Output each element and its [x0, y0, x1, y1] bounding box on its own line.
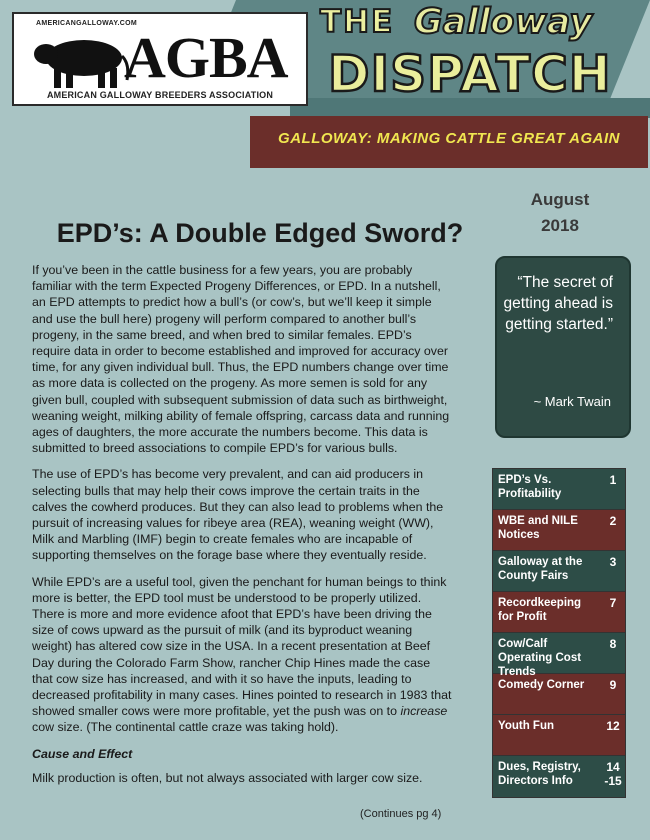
issue-year: 2018: [541, 216, 579, 235]
article-paragraph: If you’ve been in the cattle business for a few years, you are probably familiar with the term Expected Progeny Differences, or EPD. In a nutshell, an EPD attempts to predict how a bull’s (or cow’s, but we’ll keep it simple and use the bull here) progeny will perform compared to another bull’s progeny, in the same breed, and when bred to similar females. EPD’s require data in order to become established and improved for accuracy over time, for any given individual bull. Thus, the EPD numbers change over time as more data is collected on the progeny. As more semen is sold for any given bull, coupled with subsequent submission of data such as birthweight, weaning weight, milking ability of female offspring, carcass data and running ages of daughters, the more accurate the numbers become. This data is submitted to breed associations to compile EPD’s for various bulls.: [32, 263, 450, 456]
quote-author: ~ Mark Twain: [533, 394, 611, 409]
toc-row[interactable]: [493, 510, 625, 551]
toc-page-number: 2: [609, 514, 617, 528]
toc-row[interactable]: [493, 715, 625, 756]
toc-row[interactable]: [493, 592, 625, 633]
toc-page-number: 3: [609, 555, 617, 569]
toc-row[interactable]: [493, 469, 625, 510]
masthead-the: THE: [320, 4, 395, 40]
toc-page-number: 9: [609, 678, 617, 692]
agba-logo: [12, 12, 308, 106]
toc-label: Galloway at the County Fairs: [498, 556, 583, 582]
toc-page-number: 1: [609, 473, 617, 487]
article-emphasis: increase: [400, 704, 448, 719]
toc-row[interactable]: [493, 756, 625, 797]
article-paragraph: [32, 466, 452, 563]
toc-row[interactable]: [493, 674, 625, 715]
toc-row[interactable]: [493, 633, 625, 678]
masthead-dispatch: DISPATCH: [328, 45, 612, 103]
article-paragraph-text: While EPD’s are a useful tool, given the penchant for human beings to think more is better, the EPD tool must be understood to be properly utilized. There is more and more evidence afoot that EPD’s have been driving the size of cows upward as the pursuit of milk (and its byproduct weaning weight) has altered cow size in the USA. In a recent presentation at Beef Day during the Colorado Farm Show, rancher Chip Hines made the case that cow size has increased, and with it so have the inputs, leading to decreased profitability in many cases. Hines pointed to research in 1983 that showed smaller cows were more profitable, yet the push was on to: [32, 574, 452, 719]
galloway-cow-icon: [30, 30, 134, 90]
toc-label: WBE and NILE Notices: [498, 515, 578, 541]
continues-note: (Continues pg 4): [360, 808, 442, 820]
logo-url-text: AMERICANGALLOWAY.COM: [36, 20, 138, 27]
toc-page-number: 8: [609, 637, 617, 651]
article-paragraph-text: cow size. (The continental cattle craze was taking hold).: [32, 720, 339, 735]
masthead-galloway: Galloway: [414, 2, 593, 42]
quote-text: “The secret of getting ahead is getting started.”: [503, 274, 613, 333]
article-paragraph: Milk production is often, but not always associated with larger cow size.: [32, 770, 423, 785]
issue-month: August: [530, 190, 590, 209]
toc-label: Dues, Registry, Directors Info: [498, 761, 581, 787]
article-title: EPD’s: A Double Edged Sword?: [56, 218, 464, 248]
tagline-banner: [250, 116, 648, 168]
toc-page-number: 12: [606, 719, 620, 733]
article-subheading: Cause and Effect: [32, 746, 133, 761]
toc-label: Youth Fun: [498, 720, 554, 732]
toc-page-number: 7: [609, 596, 617, 610]
table-of-contents: [492, 468, 626, 798]
logo-subtitle: AMERICAN GALLOWAY BREEDERS ASSOCIATION: [46, 90, 274, 100]
toc-label: EPD’s Vs. Profitability: [498, 474, 562, 500]
logo-letters: AGBA: [124, 25, 288, 90]
toc-row[interactable]: [493, 551, 625, 592]
toc-label: Comedy Corner: [498, 679, 585, 691]
article-body: [32, 262, 452, 796]
quote-box: [495, 256, 631, 438]
toc-label: Recordkeeping for Profit: [498, 597, 582, 623]
article-paragraph-text: The use of EPD’s has become very prevalent, and can aid producers in selecting bulls that may help their cows improve the certain traits in the calves the cowherd produces. But they can also lead to problems when the pursuit of increasing values for ribeye area (REA), weaning weight (WW), Milk and Marbling (IMF) begin to create females who are incapable of supporting themselves on the forage base where they eventually reside.: [32, 467, 444, 563]
tagline-text: GALLOWAY: MAKING CATTLE GREAT AGAIN: [278, 130, 620, 147]
article-paragraph: [32, 574, 452, 736]
toc-page-number: 14 -15: [604, 760, 622, 788]
toc-label: Cow/Calf Operating Cost Trends: [498, 638, 582, 678]
